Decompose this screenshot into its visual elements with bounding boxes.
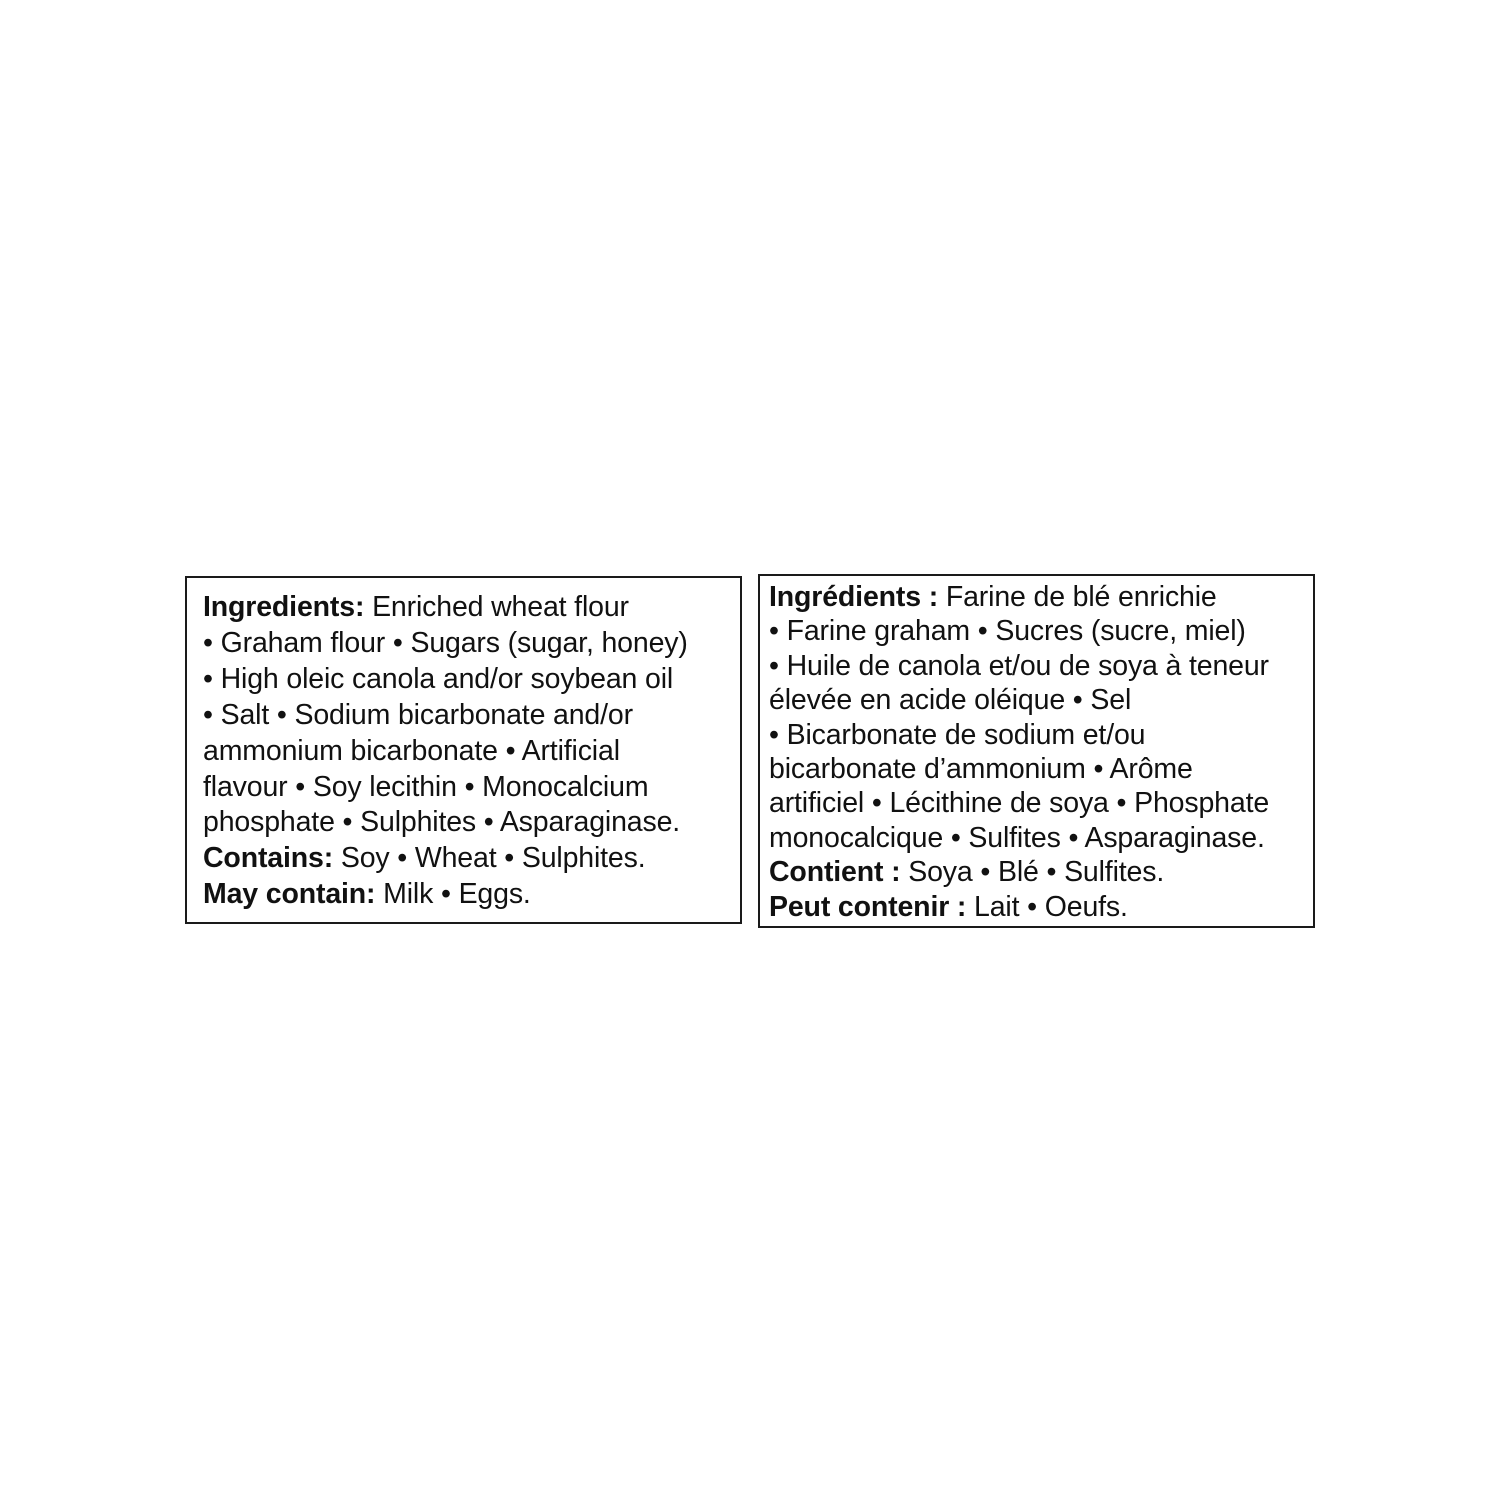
ingredients-line [203,662,740,698]
ingredients-line [769,752,1313,786]
ingredients-line [769,683,1313,717]
line-text: artificiel • Lécithine de soya • Phosphate [769,787,1270,820]
line-text: • Salt • Sodium bicarbonate and/or [203,698,633,731]
ingredients-line [203,590,740,626]
line-text: élevée en acide oléique • Sel [769,684,1132,717]
line-text: Farine de blé enrichie [938,581,1217,613]
contains-label: Contains: [203,842,334,875]
line-text: monocalcique • Sulfites • Asparaginase. [769,821,1265,854]
line-text: • Farine graham • Sucres (sucre, miel) [769,615,1246,648]
ingredients-line [203,698,740,734]
french-ingredients-panel [758,574,1315,928]
ingredients-label: Ingrédients : [769,581,939,613]
line-text: phosphate • Sulphites • Asparaginase. [203,806,681,839]
line-text: Soya • Blé • Sulfites. [900,856,1165,889]
line-text: Soy • Wheat • Sulphites. [333,842,646,875]
contains-line [769,855,1313,889]
line-text: • Huile de canola et/ou de soya à teneur [769,649,1269,682]
may-contain-label: Peut contenir : [769,890,967,923]
line-text: • Bicarbonate de sodium et/ou [769,718,1146,751]
ingredients-line [769,614,1313,648]
ingredients-line [769,580,1313,614]
ingredients-line [769,718,1313,752]
ingredients-line [203,734,740,770]
ingredients-line [769,786,1313,820]
may-contain-line [203,877,740,913]
ingredients-label: Ingredients: [203,591,365,623]
line-text: • Graham flour • Sugars (sugar, honey) [203,626,688,659]
ingredients-line [769,649,1313,683]
may-contain-line [769,890,1313,924]
ingredients-line [769,821,1313,855]
line-text: Milk • Eggs. [375,878,531,911]
line-text: bicarbonate d’ammonium • Arôme [769,753,1193,786]
contains-line [203,841,740,877]
contains-label: Contient : [769,856,901,889]
may-contain-label: May contain: [203,878,376,911]
line-text: ammonium bicarbonate • Artificial [203,734,620,767]
line-text: Lait • Oeufs. [966,890,1128,923]
line-text: flavour • Soy lecithin • Monocalcium [203,770,649,803]
line-text: • High oleic canola and/or soybean oil [203,662,674,695]
ingredients-line [203,770,740,806]
ingredients-line [203,805,740,841]
line-text: Enriched wheat flour [364,591,629,623]
ingredients-line [203,626,740,662]
english-ingredients-panel [185,576,742,924]
